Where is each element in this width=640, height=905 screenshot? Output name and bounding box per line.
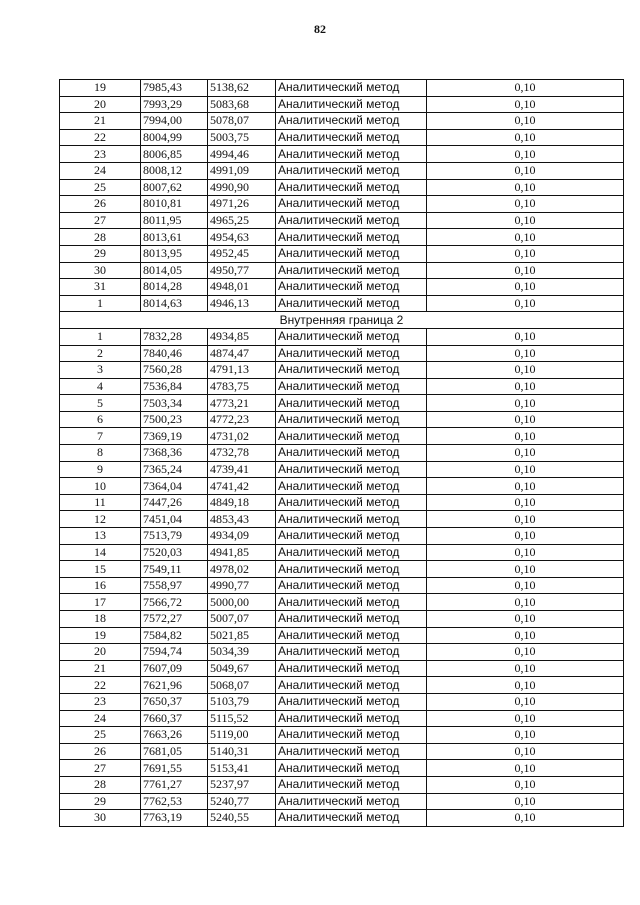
accuracy-cell: 0,10 — [427, 179, 624, 196]
coordinate-x: 8008,12 — [141, 162, 208, 179]
method-cell: Аналитический метод — [276, 129, 427, 146]
point-number: 24 — [60, 162, 141, 179]
method-cell: Аналитический метод — [276, 212, 427, 229]
coordinate-x: 7594,74 — [141, 644, 208, 661]
point-number: 19 — [60, 80, 141, 97]
method-cell: Аналитический метод — [276, 295, 427, 312]
method-cell: Аналитический метод — [276, 760, 427, 777]
coordinate-y: 5153,41 — [208, 760, 276, 777]
method-cell: Аналитический метод — [276, 113, 427, 130]
accuracy-cell: 0,10 — [427, 810, 624, 827]
accuracy-cell: 0,10 — [427, 544, 624, 561]
coordinate-y: 5115,52 — [208, 710, 276, 727]
table-row — [60, 810, 624, 827]
coordinate-y: 4965,25 — [208, 212, 276, 229]
coordinate-x: 7500,23 — [141, 411, 208, 428]
point-number: 18 — [60, 611, 141, 628]
method-cell: Аналитический метод — [276, 561, 427, 578]
coordinate-y: 4994,46 — [208, 146, 276, 163]
point-number: 26 — [60, 743, 141, 760]
point-number: 10 — [60, 478, 141, 495]
coordinate-x: 7985,43 — [141, 80, 208, 97]
coordinate-x: 7558,97 — [141, 577, 208, 594]
accuracy-cell: 0,10 — [427, 245, 624, 262]
coordinate-y: 5083,68 — [208, 96, 276, 113]
method-cell: Аналитический метод — [276, 776, 427, 793]
method-cell: Аналитический метод — [276, 710, 427, 727]
table-row — [60, 146, 624, 163]
table-row — [60, 113, 624, 130]
coordinate-x: 8010,81 — [141, 196, 208, 213]
table-row — [60, 428, 624, 445]
method-cell: Аналитический метод — [276, 594, 427, 611]
coordinate-y: 4783,75 — [208, 378, 276, 395]
page-number: 82 — [314, 22, 326, 36]
accuracy-cell: 0,10 — [427, 494, 624, 511]
coordinate-y: 4941,85 — [208, 544, 276, 561]
coordinate-y: 5138,62 — [208, 80, 276, 97]
method-cell: Аналитический метод — [276, 411, 427, 428]
accuracy-cell: 0,10 — [427, 362, 624, 379]
coordinate-x: 7572,27 — [141, 611, 208, 628]
coordinates-table-body — [60, 80, 624, 827]
coordinate-x: 7365,24 — [141, 461, 208, 478]
accuracy-cell: 0,10 — [427, 528, 624, 545]
coordinate-y: 4853,43 — [208, 511, 276, 528]
table-row — [60, 611, 624, 628]
accuracy-cell: 0,10 — [427, 378, 624, 395]
coordinate-x: 8006,85 — [141, 146, 208, 163]
method-cell: Аналитический метод — [276, 445, 427, 462]
table-row — [60, 179, 624, 196]
accuracy-cell: 0,10 — [427, 710, 624, 727]
accuracy-cell: 0,10 — [427, 445, 624, 462]
table-row — [60, 80, 624, 97]
accuracy-cell: 0,10 — [427, 411, 624, 428]
coordinate-y: 4934,85 — [208, 328, 276, 345]
accuracy-cell: 0,10 — [427, 129, 624, 146]
point-number: 17 — [60, 594, 141, 611]
coordinate-y: 5034,39 — [208, 644, 276, 661]
point-number: 13 — [60, 528, 141, 545]
coordinate-x: 7691,55 — [141, 760, 208, 777]
accuracy-cell: 0,10 — [427, 345, 624, 362]
point-number: 2 — [60, 345, 141, 362]
coordinate-x: 7761,27 — [141, 776, 208, 793]
point-number: 30 — [60, 810, 141, 827]
method-cell: Аналитический метод — [276, 328, 427, 345]
point-number: 27 — [60, 760, 141, 777]
coordinate-y: 4946,13 — [208, 295, 276, 312]
table-row — [60, 544, 624, 561]
coordinate-x: 8007,62 — [141, 179, 208, 196]
coordinate-x: 8013,61 — [141, 229, 208, 246]
point-number: 3 — [60, 362, 141, 379]
accuracy-cell: 0,10 — [427, 760, 624, 777]
table-row — [60, 279, 624, 296]
coordinate-x: 7368,36 — [141, 445, 208, 462]
coordinate-y: 5007,07 — [208, 611, 276, 628]
coordinate-x: 8004,99 — [141, 129, 208, 146]
coordinate-x: 7681,05 — [141, 743, 208, 760]
point-number: 14 — [60, 544, 141, 561]
coordinate-x: 7560,28 — [141, 362, 208, 379]
method-cell: Аналитический метод — [276, 627, 427, 644]
point-number: 4 — [60, 378, 141, 395]
coordinate-y: 4773,21 — [208, 395, 276, 412]
coordinate-y: 4772,23 — [208, 411, 276, 428]
table-row — [60, 511, 624, 528]
table-row — [60, 478, 624, 495]
table-row — [60, 776, 624, 793]
method-cell: Аналитический метод — [276, 146, 427, 163]
point-number: 12 — [60, 511, 141, 528]
method-cell: Аналитический метод — [276, 810, 427, 827]
coordinate-x: 7660,37 — [141, 710, 208, 727]
accuracy-cell: 0,10 — [427, 594, 624, 611]
boundary-coordinates-table — [59, 79, 624, 827]
coordinate-y: 5240,77 — [208, 793, 276, 810]
method-cell: Аналитический метод — [276, 96, 427, 113]
table-row — [60, 760, 624, 777]
table-row — [60, 445, 624, 462]
accuracy-cell: 0,10 — [427, 644, 624, 661]
table-row — [60, 262, 624, 279]
point-number: 27 — [60, 212, 141, 229]
method-cell: Аналитический метод — [276, 528, 427, 545]
accuracy-cell: 0,10 — [427, 727, 624, 744]
table-row — [60, 362, 624, 379]
point-number: 28 — [60, 776, 141, 793]
coordinate-y: 4990,90 — [208, 179, 276, 196]
table-row — [60, 96, 624, 113]
coordinate-x: 7840,46 — [141, 345, 208, 362]
table-row — [60, 162, 624, 179]
method-cell: Аналитический метод — [276, 693, 427, 710]
coordinate-y: 4978,02 — [208, 561, 276, 578]
method-cell: Аналитический метод — [276, 494, 427, 511]
accuracy-cell: 0,10 — [427, 295, 624, 312]
table-row — [60, 212, 624, 229]
table-row — [60, 528, 624, 545]
method-cell: Аналитический метод — [276, 544, 427, 561]
coordinate-x: 7762,53 — [141, 793, 208, 810]
table-row — [60, 594, 624, 611]
coordinate-x: 7566,72 — [141, 594, 208, 611]
table-row — [60, 710, 624, 727]
coordinate-x: 7993,29 — [141, 96, 208, 113]
coordinate-x: 7451,04 — [141, 511, 208, 528]
method-cell: Аналитический метод — [276, 362, 427, 379]
table-row — [60, 411, 624, 428]
accuracy-cell: 0,10 — [427, 677, 624, 694]
table-row — [60, 743, 624, 760]
accuracy-cell: 0,10 — [427, 146, 624, 163]
method-cell: Аналитический метод — [276, 279, 427, 296]
section-heading-row — [60, 312, 624, 329]
method-cell: Аналитический метод — [276, 179, 427, 196]
point-number: 22 — [60, 129, 141, 146]
table-row — [60, 196, 624, 213]
accuracy-cell: 0,10 — [427, 693, 624, 710]
method-cell: Аналитический метод — [276, 511, 427, 528]
point-number: 26 — [60, 196, 141, 213]
point-number: 23 — [60, 693, 141, 710]
table-row — [60, 378, 624, 395]
coordinate-x: 7650,37 — [141, 693, 208, 710]
accuracy-cell: 0,10 — [427, 80, 624, 97]
method-cell: Аналитический метод — [276, 461, 427, 478]
table-row — [60, 328, 624, 345]
point-number: 24 — [60, 710, 141, 727]
coordinate-y: 4934,09 — [208, 528, 276, 545]
coordinate-x: 7584,82 — [141, 627, 208, 644]
point-number: 21 — [60, 660, 141, 677]
coordinate-y: 5119,00 — [208, 727, 276, 744]
accuracy-cell: 0,10 — [427, 793, 624, 810]
table-row — [60, 644, 624, 661]
accuracy-cell: 0,10 — [427, 96, 624, 113]
coordinate-x: 7763,19 — [141, 810, 208, 827]
accuracy-cell: 0,10 — [427, 478, 624, 495]
coordinate-y: 4948,01 — [208, 279, 276, 296]
coordinate-x: 7520,03 — [141, 544, 208, 561]
accuracy-cell: 0,10 — [427, 611, 624, 628]
method-cell: Аналитический метод — [276, 478, 427, 495]
coordinate-y: 4849,18 — [208, 494, 276, 511]
table-row — [60, 295, 624, 312]
method-cell: Аналитический метод — [276, 80, 427, 97]
coordinate-y: 4739,41 — [208, 461, 276, 478]
coordinate-x: 7513,79 — [141, 528, 208, 545]
point-number: 25 — [60, 179, 141, 196]
table-row — [60, 229, 624, 246]
accuracy-cell: 0,10 — [427, 162, 624, 179]
point-number: 30 — [60, 262, 141, 279]
coordinate-x: 7663,26 — [141, 727, 208, 744]
accuracy-cell: 0,10 — [427, 660, 624, 677]
table-row — [60, 693, 624, 710]
table-row — [60, 345, 624, 362]
method-cell: Аналитический метод — [276, 395, 427, 412]
accuracy-cell: 0,10 — [427, 561, 624, 578]
method-cell: Аналитический метод — [276, 793, 427, 810]
table-row — [60, 660, 624, 677]
coordinate-y: 4991,09 — [208, 162, 276, 179]
coordinate-x: 7607,09 — [141, 660, 208, 677]
point-number: 31 — [60, 279, 141, 296]
coordinate-y: 5000,00 — [208, 594, 276, 611]
coordinate-y: 5078,07 — [208, 113, 276, 130]
point-number: 11 — [60, 494, 141, 511]
point-number: 5 — [60, 395, 141, 412]
coordinate-y: 4732,78 — [208, 445, 276, 462]
point-number: 23 — [60, 146, 141, 163]
table-row — [60, 627, 624, 644]
method-cell: Аналитический метод — [276, 245, 427, 262]
point-number: 20 — [60, 96, 141, 113]
table-row — [60, 245, 624, 262]
method-cell: Аналитический метод — [276, 611, 427, 628]
method-cell: Аналитический метод — [276, 378, 427, 395]
accuracy-cell: 0,10 — [427, 743, 624, 760]
method-cell: Аналитический метод — [276, 743, 427, 760]
point-number: 22 — [60, 677, 141, 694]
coordinate-y: 4952,45 — [208, 245, 276, 262]
table-row — [60, 677, 624, 694]
point-number: 21 — [60, 113, 141, 130]
point-number: 15 — [60, 561, 141, 578]
coordinate-x: 7994,00 — [141, 113, 208, 130]
point-number: 28 — [60, 229, 141, 246]
coordinate-x: 7832,28 — [141, 328, 208, 345]
point-number: 29 — [60, 793, 141, 810]
table-row — [60, 129, 624, 146]
point-number: 16 — [60, 577, 141, 594]
point-number: 25 — [60, 727, 141, 744]
coordinate-x: 8014,28 — [141, 279, 208, 296]
point-number: 20 — [60, 644, 141, 661]
coordinate-y: 5237,97 — [208, 776, 276, 793]
coordinate-x: 7364,04 — [141, 478, 208, 495]
accuracy-cell: 0,10 — [427, 627, 624, 644]
point-number: 1 — [60, 295, 141, 312]
point-number: 29 — [60, 245, 141, 262]
accuracy-cell: 0,10 — [427, 776, 624, 793]
table-row — [60, 461, 624, 478]
method-cell: Аналитический метод — [276, 229, 427, 246]
coordinate-x: 7549,11 — [141, 561, 208, 578]
table-row — [60, 727, 624, 744]
table-row — [60, 561, 624, 578]
accuracy-cell: 0,10 — [427, 428, 624, 445]
coordinate-x: 7503,34 — [141, 395, 208, 412]
method-cell: Аналитический метод — [276, 577, 427, 594]
point-number: 19 — [60, 627, 141, 644]
coordinate-y: 4741,42 — [208, 478, 276, 495]
coordinate-y: 5021,85 — [208, 627, 276, 644]
table-row — [60, 395, 624, 412]
accuracy-cell: 0,10 — [427, 113, 624, 130]
coordinate-y: 5003,75 — [208, 129, 276, 146]
accuracy-cell: 0,10 — [427, 328, 624, 345]
method-cell: Аналитический метод — [276, 428, 427, 445]
coordinate-x: 7536,84 — [141, 378, 208, 395]
coordinate-y: 4791,13 — [208, 362, 276, 379]
coordinate-x: 7621,96 — [141, 677, 208, 694]
coordinate-y: 4990,77 — [208, 577, 276, 594]
method-cell: Аналитический метод — [276, 727, 427, 744]
accuracy-cell: 0,10 — [427, 262, 624, 279]
accuracy-cell: 0,10 — [427, 577, 624, 594]
table-row — [60, 793, 624, 810]
coordinate-x: 8011,95 — [141, 212, 208, 229]
accuracy-cell: 0,10 — [427, 212, 624, 229]
coordinate-y: 5068,07 — [208, 677, 276, 694]
method-cell: Аналитический метод — [276, 162, 427, 179]
coordinate-y: 4731,02 — [208, 428, 276, 445]
accuracy-cell: 0,10 — [427, 511, 624, 528]
method-cell: Аналитический метод — [276, 262, 427, 279]
method-cell: Аналитический метод — [276, 345, 427, 362]
accuracy-cell: 0,10 — [427, 461, 624, 478]
point-number: 1 — [60, 328, 141, 345]
coordinate-y: 4954,63 — [208, 229, 276, 246]
table-row — [60, 577, 624, 594]
coordinate-y: 5240,55 — [208, 810, 276, 827]
accuracy-cell: 0,10 — [427, 279, 624, 296]
coordinate-x: 8014,63 — [141, 295, 208, 312]
coordinate-y: 4971,26 — [208, 196, 276, 213]
point-number: 8 — [60, 445, 141, 462]
coordinate-y: 5140,31 — [208, 743, 276, 760]
accuracy-cell: 0,10 — [427, 196, 624, 213]
coordinate-x: 7447,26 — [141, 494, 208, 511]
coordinate-x: 7369,19 — [141, 428, 208, 445]
coordinate-x: 8013,95 — [141, 245, 208, 262]
accuracy-cell: 0,10 — [427, 395, 624, 412]
method-cell: Аналитический метод — [276, 644, 427, 661]
coordinate-y: 5049,67 — [208, 660, 276, 677]
point-number: 7 — [60, 428, 141, 445]
coordinate-y: 4950,77 — [208, 262, 276, 279]
accuracy-cell: 0,10 — [427, 229, 624, 246]
section-heading: Внутренняя граница 2 — [60, 312, 624, 329]
coordinate-y: 4874,47 — [208, 345, 276, 362]
coordinate-y: 5103,79 — [208, 693, 276, 710]
point-number: 9 — [60, 461, 141, 478]
table-row — [60, 494, 624, 511]
method-cell: Аналитический метод — [276, 196, 427, 213]
coordinate-x: 8014,05 — [141, 262, 208, 279]
method-cell: Аналитический метод — [276, 660, 427, 677]
point-number: 6 — [60, 411, 141, 428]
method-cell: Аналитический метод — [276, 677, 427, 694]
